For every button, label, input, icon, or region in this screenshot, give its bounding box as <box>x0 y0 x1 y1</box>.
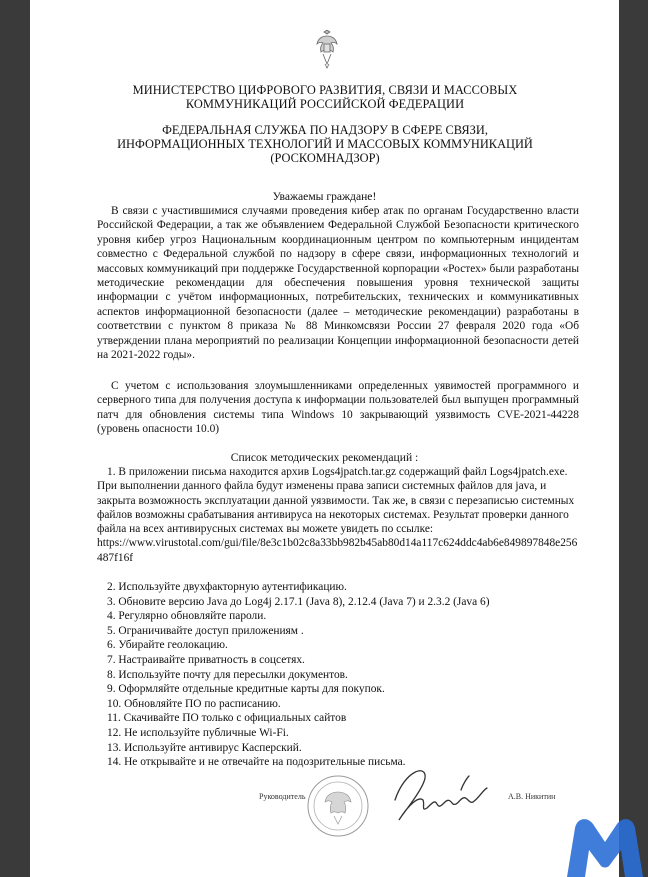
service-line-1: ФЕДЕРАЛЬНАЯ СЛУЖБА ПО НАДЗОРУ В СФЕРЕ СВЯЗИ, <box>162 123 488 137</box>
signer-name: А.В. Никитин <box>508 792 556 801</box>
recommendations-list <box>97 580 581 770</box>
paragraph-2: С учетом с использования злоумышленниками определенных уявимостей программного и серверного типа для получения доступа к информации пользователей был выпущен программный патч для обновления системы типа Windows 10 закрывающий уязвимость CVE-2021-44228 (уровень опасности 10.0) <box>97 380 579 436</box>
paragraph-1: В связи с участившимися случаями проведения кибер атак по органам Государственно власти Российской Федерации, а так же объявлением Федеральной Службой Безопасности критического уровня кибер угроз Национальным координационным центром по компьютерным инцидентам совместно с Федеральной службой по надзору в сфере связи, информационных технологий и массовых коммуникаций при поддержке Государственной корпорации «Ростех» были разработаны методические рекомендации для обеспечения повышения уровня технической защиты информации с учётом информационных, потребительских, технических и коммуникативных аспектов информационной безопасности (далее – методические рекомендации) разработаны в соответствии с пунктом 8 приказа № 88 Минкомсвязи России 27 февраля 2020 года «Об утверждении плана мероприятий по реализации Концепции информационной безопасности детей на 2021-2022 годы». <box>97 205 579 362</box>
list-item: 8. Используйте почту для пересылки документов. <box>107 668 348 681</box>
list-item: 12. Не используйте публичные Wi-Fi. <box>107 726 289 739</box>
handwritten-signature <box>375 760 505 830</box>
signer-role: Руководитель <box>259 792 306 801</box>
list-item: 11. Скачивайте ПО только с официальных сайтов <box>107 712 347 725</box>
list-item: 10. Обновляйте ПО по расписанию. <box>107 697 281 710</box>
ministry-line-2: КОММУНИКАЦИЙ РОССИЙСКОЙ ФЕДЕРАЦИИ <box>185 97 465 111</box>
list-item-1-number: 1. <box>107 466 116 478</box>
coat-of-arms-icon <box>315 30 339 70</box>
list-item: 7. Настраивайте приватность в соцсетях. <box>107 653 305 666</box>
list-item: 3. Обновите версию Java до Log4j 2.17.1 (Java 8), 2.12.4 (Java 7) и 2.3.2 (Java 6) <box>107 595 490 608</box>
ministry-header <box>70 83 580 111</box>
greeting: Уважаемы граждане! <box>272 190 377 203</box>
list-item-1-text: В приложении письма находится архив Logs4jpatch.tar.gz содержащий файл Logs4jpatch.exe. При выполнении данного файла будут изменены права записи системных файлов для java, и закрыта возможность эксплуатации данной уязвимости. Так же, в связи с перезаписью системных файлов возможны срабатывания антивируса на некоторых системах. Результат проверки данного файла на всех антивирусных системах вы можете увидеть по ссылке: <box>97 466 575 536</box>
list-item: 2. Используйте двухфакторную аутентификацию. <box>107 581 347 593</box>
list-item-1 <box>97 465 581 565</box>
list-title: Список методических рекомендаций : <box>230 451 419 464</box>
service-line-2: ИНФОРМАЦИОННЫХ ТЕХНОЛОГИЙ И МАССОВЫХ КОММУНИКАЦИЙ <box>117 137 533 151</box>
list-item: 13. Используйте антивирус Касперский. <box>107 741 302 754</box>
service-header <box>70 123 580 165</box>
document-page <box>30 0 619 877</box>
list-item: 4. Регулярно обновляйте пароли. <box>107 610 267 623</box>
seal-icon <box>306 774 370 838</box>
ministry-line-1: МИНИСТЕРСТВО ЦИФРОВОГО РАЗВИТИЯ, СВЯЗИ И МАССОВЫХ <box>132 83 518 97</box>
malwarebytes-logo-icon <box>565 800 645 877</box>
list-item: 5. Ограничивайте доступ приложениям . <box>107 624 304 637</box>
virustotal-link[interactable]: https://www.virustotal.com/gui/file/8e3c1b02c8a33bb982b45ab80d14a117c624ddc4ab6e849897848e256487f16f <box>97 537 578 564</box>
list-item: 9. Оформляйте отдельные кредитные карты для покупок. <box>107 683 385 696</box>
list-item: 6. Убирайте геолокацию. <box>107 639 228 652</box>
list-item: 14. Не открывайте и не отвечайте на подозрительные письма. <box>107 756 406 769</box>
service-line-3: (РОСКОМНАДЗОР) <box>270 151 380 165</box>
